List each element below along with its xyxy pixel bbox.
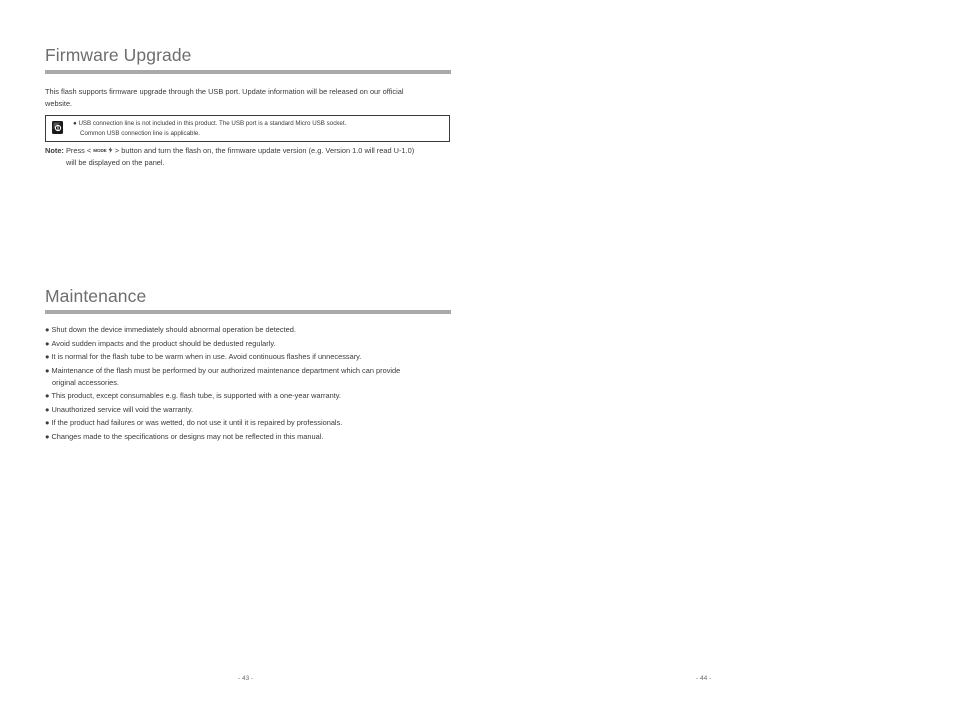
- firmware-upgrade-title: Firmware Upgrade: [45, 45, 192, 65]
- firmware-title-rule: [45, 70, 451, 74]
- note-text-before-key: Press <: [63, 146, 94, 155]
- maintenance-title-rule: [45, 310, 451, 314]
- page-number: - 44 -: [696, 675, 712, 682]
- maintenance-item-text: If the product had failures or was wetted, do not use it until it is repaired by professionals.: [51, 418, 343, 427]
- info-icon: [52, 121, 63, 134]
- bullet-dot: ●: [45, 391, 50, 400]
- bullet-dot: ●: [45, 404, 50, 414]
- maintenance-item-text: Unauthorized service will void the warranty.: [51, 404, 194, 414]
- maintenance-item: [45, 404, 455, 416]
- maintenance-item-text: Changes made to the specifications or designs may not be reflected in this manual.: [51, 431, 324, 441]
- mode-key-label: MODE: [93, 148, 108, 153]
- bullet-dot: ●: [45, 418, 50, 427]
- maintenance-item: [45, 431, 455, 443]
- maintenance-item: [45, 390, 455, 402]
- maintenance-item: [45, 365, 455, 389]
- maintenance-item: [45, 351, 455, 363]
- bullet-dot: ●: [45, 325, 50, 334]
- maintenance-list: [45, 324, 455, 444]
- maintenance-item: [45, 324, 455, 336]
- bullet-dot: ●: [45, 352, 50, 361]
- firmware-note-line1: [45, 145, 450, 157]
- firmware-note-line2: will be displayed on the panel.: [66, 157, 165, 167]
- maintenance-item-text: Shut down the device immediately should abnormal operation be detected.: [51, 325, 296, 334]
- maintenance-item: [45, 338, 455, 350]
- firmware-body: [45, 86, 445, 110]
- usb-notice-box: [45, 115, 450, 142]
- note-label: Note:: [45, 146, 64, 155]
- maintenance-item-text: Maintenance of the flash must be performed by our authorized maintenance department which can provide: [51, 365, 401, 375]
- bullet-dot: ●: [45, 431, 50, 441]
- right-page: [477, 0, 954, 714]
- page-number: - 43 -: [238, 675, 254, 682]
- maintenance-item-text: Avoid sudden impacts and the product should be dedusted regularly.: [51, 338, 276, 348]
- firmware-body-line1: This flash supports firmware upgrade through the USB port. Update information will be released on our official: [45, 87, 404, 96]
- firmware-note: [45, 145, 450, 168]
- note-text-after-key: > button and turn the flash on, the firmware update version (e.g. Version 1.0 will read U-1.0): [112, 146, 415, 155]
- maintenance-item-continuation: original accessories.: [52, 377, 119, 387]
- maintenance-item: [45, 417, 455, 429]
- bullet-dot: ●: [45, 338, 50, 348]
- maintenance-item-text: It is normal for the flash tube to be warm when in use. Avoid continuous flashes if unnecessary.: [51, 352, 362, 361]
- usb-notice-line2: Common USB connection line is applicable.: [80, 129, 201, 137]
- firmware-body-line2: website.: [45, 99, 73, 108]
- maintenance-title: Maintenance: [45, 286, 147, 306]
- usb-notice-line1: ● USB connection line is not included in this product. The USB port is a standard Micro USB socket.: [73, 120, 347, 127]
- bullet-dot: ●: [45, 365, 50, 375]
- maintenance-item-text: This product, except consumables e.g. flash tube, is supported with a one-year warranty.: [51, 391, 341, 400]
